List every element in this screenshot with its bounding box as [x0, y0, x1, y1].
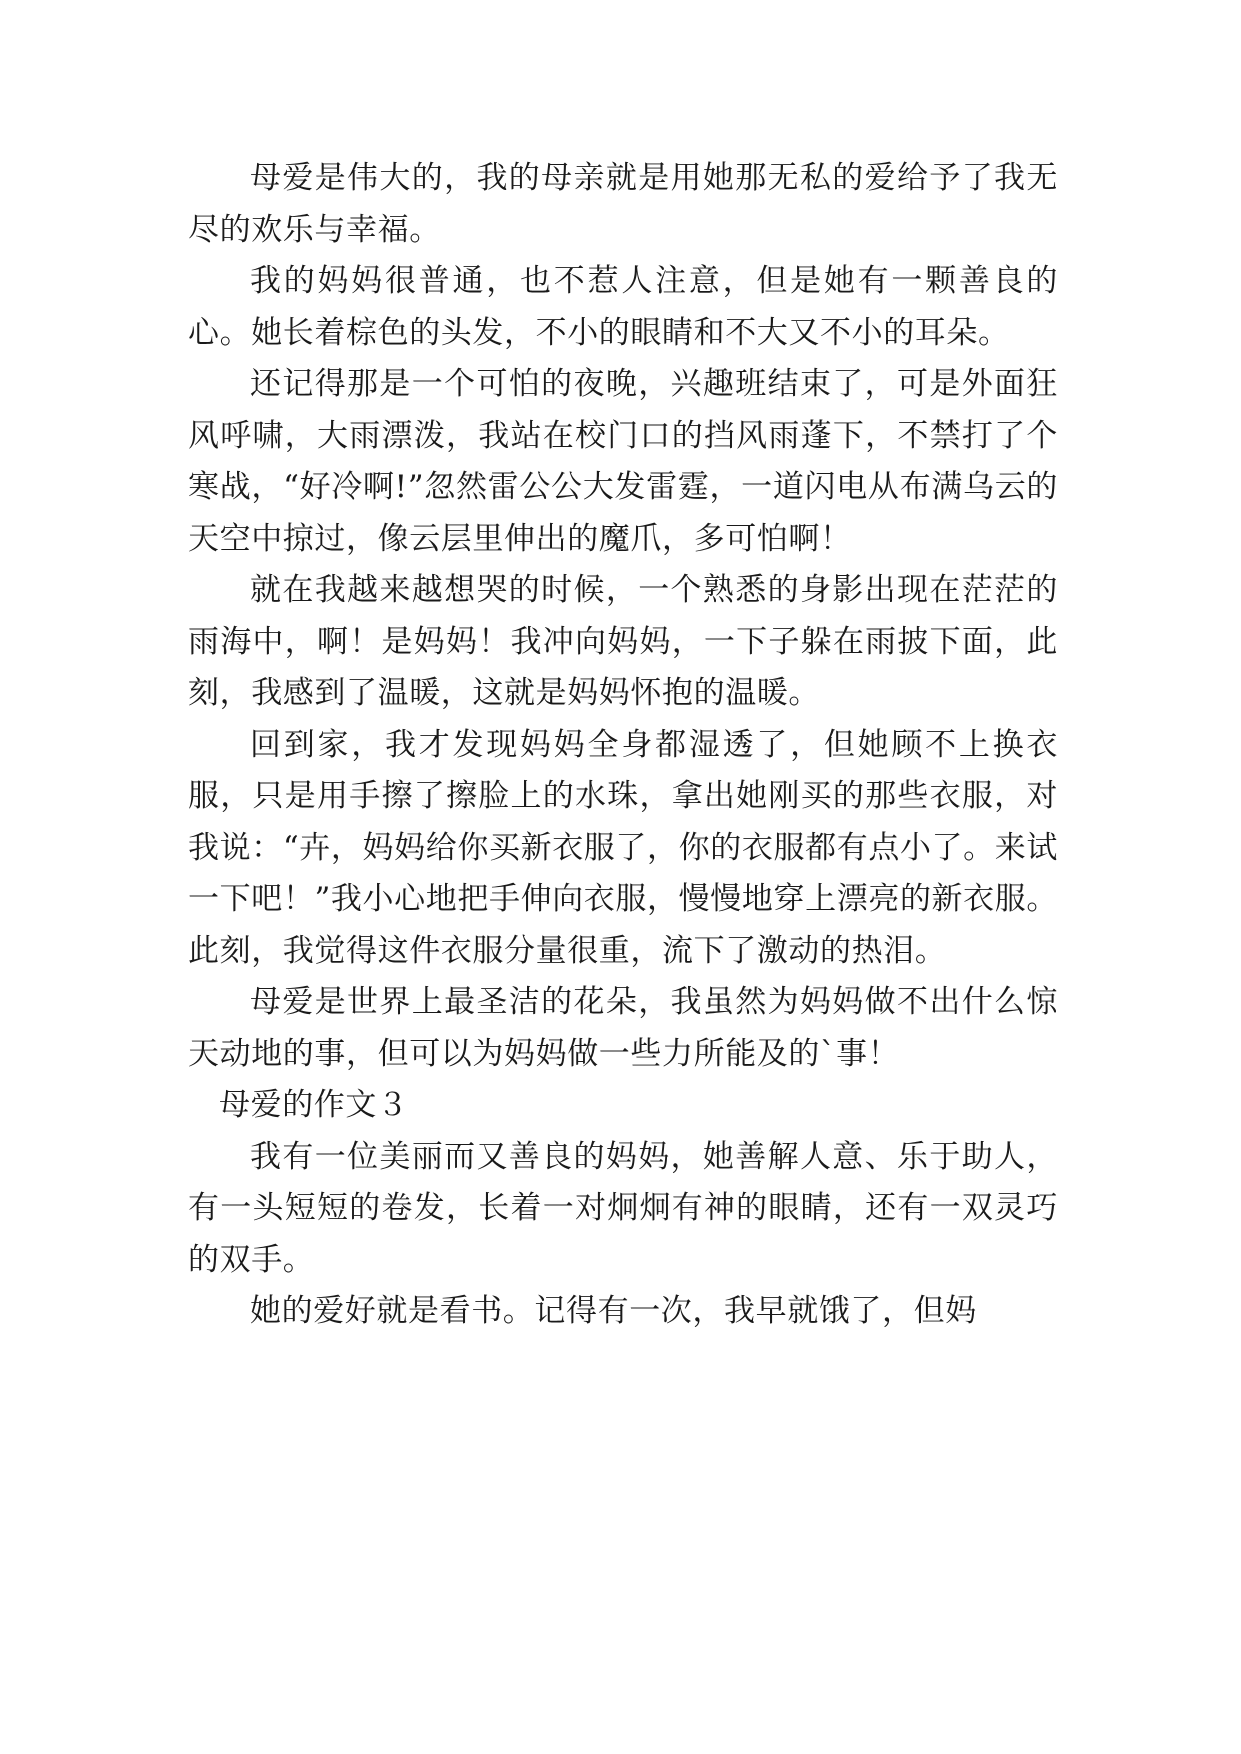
- paragraph-3: 还记得那是一个可怕的夜晚，兴趣班结束了，可是外面狂风呼啸，大雨漂泼，我站在校门口的挡风雨蓬下，不禁打了个寒战，“好冷啊!”忽然雷公公大发雷霆，一道闪电从布满乌云的天空中掠过，像云层里伸出的魔爪，多可怕啊！: [188, 366, 1058, 557]
- paragraph-8: 她的爱好就是看书。记得有一次，我早就饿了，但妈: [250, 1293, 977, 1329]
- paragraph-2: 我的妈妈很普通，也不惹人注意，但是她有一颗善良的心。她长着棕色的头发，不小的眼睛和不大又不小的耳朵。: [188, 263, 1058, 351]
- paragraph-4: 就在我越来越想哭的时候，一个熟悉的身影出现在茫茫的雨海中，啊！是妈妈！我冲向妈妈，一下子躲在雨披下面，此刻，我感到了温暖，这就是妈妈怀抱的温暖。: [188, 572, 1058, 711]
- paragraph-7: 我有一位美丽而又善良的妈妈，她善解人意、乐于助人，有一头短短的卷发，长着一对炯炯有神的眼睛，还有一双灵巧的双手。: [188, 1138, 1058, 1278]
- section-heading: 母爱的作文３: [219, 1087, 409, 1123]
- paragraph-5: 回到家，我才发现妈妈全身都湿透了，但她顾不上换衣服，只是用手擦了擦脸上的水珠，拿出她刚买的那些衣服，对我说：“卉，妈妈给你买新衣服了，你的衣服都有点小了。来试一下吧！”我小心地把手伸向衣服，慢慢地穿上漂亮的新衣服。此刻，我觉得这件衣服分量很重，流下了激动的热泪。: [188, 726, 1058, 969]
- document-body: [188, 153, 1058, 1338]
- paragraph-1: 母爱是伟大的，我的母亲就是用她那无私的爱给予了我无尽的欢乐与幸福。: [188, 160, 1058, 248]
- paragraph-6: 母爱是世界上最圣洁的花朵，我虽然为妈妈做不出什么惊天动地的事，但可以为妈妈做一些力所能及的`事！: [188, 984, 1058, 1072]
